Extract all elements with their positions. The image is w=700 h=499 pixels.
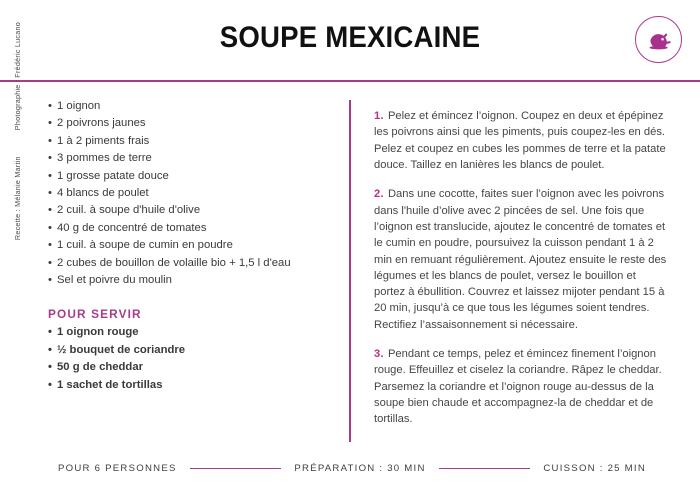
list-item: • ½ bouquet de coriandre	[48, 342, 328, 359]
ingredients-column	[48, 98, 328, 394]
list-item: • 1 oignon rouge	[48, 324, 328, 341]
page-title: SOUPE MEXICAINE	[219, 21, 481, 54]
list-item: • 2 poivrons jaunes	[48, 115, 328, 132]
serving-list	[48, 324, 328, 394]
card-footer	[58, 463, 646, 474]
list-item: • 1 oignon	[48, 98, 328, 115]
instruction-step	[374, 108, 670, 173]
column-divider	[349, 100, 351, 442]
step-text: Pendant ce temps, pelez et émincez finement l’oignon rouge. Effeuillez et ciselez la coriandre. Râpez le cheddar. Parsemez la coriandre et l’oignon rouge au-dessus de la soupe bien chaude et accompagnez-la de cheddar et de tortillas.	[374, 348, 662, 426]
list-item: • 2 cuil. à soupe d'huile d'olive	[48, 202, 328, 219]
footer-separator	[439, 468, 531, 470]
list-item: • 3 pommes de terre	[48, 150, 328, 167]
credit-photographer: Photographie : Frédéric Lucano	[13, 22, 22, 131]
credits-block	[11, 22, 25, 252]
servings-label: POUR 6 PERSONNES	[58, 463, 177, 474]
instruction-step	[374, 346, 670, 427]
list-item: • 50 g de cheddar	[48, 359, 328, 376]
roast-poultry-icon	[646, 29, 672, 51]
list-item: • Sel et poivre du moulin	[48, 272, 328, 289]
step-number: 1.	[374, 110, 384, 123]
footer-separator	[190, 468, 282, 470]
step-text: Pelez et émincez l’oignon. Coupez en deux et épépinez les poivrons ainsi que les piments, puis coupez-les en dés. Pelez et coupez en cubes les pommes de terre et la patate douce. Taillez en lanières les blancs de poulet.	[374, 110, 666, 172]
header-divider	[0, 80, 700, 82]
list-item: • 4 blancs de poulet	[48, 185, 328, 202]
list-item: • 40 g de concentré de tomates	[48, 220, 328, 237]
card-header	[0, 0, 700, 80]
step-text: Dans une cocotte, faites suer l’oignon avec les poivrons dans l'huile d’olive avec 2 pincées de sel. Une fois que l’oignon est translucide, ajoutez le concentré de tomates et le cumin en poudre, poursuivez la cuisson pendant 1 à 2 min en remuant régulièrement. Ajoutez ensuite le reste des légumes et les blancs de poulet, versez le bouillon et portez à ébullition. Couvrez et laissez mijoter pendant 15 à 20 min, jusqu’à ce que tous les légumes soient tendres. Rectifiez l’assaisonnement si nécessaire.	[374, 188, 667, 331]
list-item: • 1 à 2 piments frais	[48, 133, 328, 150]
ingredients-list	[48, 98, 328, 289]
cooking-time-label: CUISSON : 25 MIN	[543, 463, 647, 474]
step-number: 3.	[374, 348, 384, 361]
instruction-step	[374, 186, 670, 333]
category-badge	[635, 16, 682, 63]
list-item: • 1 cuil. à soupe de cumin en poudre	[48, 237, 328, 254]
list-item: • 1 grosse patate douce	[48, 168, 328, 185]
instructions-column	[374, 97, 670, 428]
list-item: • 2 cubes de bouillon de volaille bio + 1,5 l d'eau	[48, 255, 328, 272]
list-item: • 1 sachet de tortillas	[48, 377, 328, 394]
step-number: 2.	[374, 188, 384, 201]
credit-author: Recette : Mélanie Martin	[13, 156, 22, 241]
preparation-time-label: PRÉPARATION : 30 MIN	[294, 463, 426, 474]
serving-heading: POUR SERVIR	[48, 307, 142, 322]
